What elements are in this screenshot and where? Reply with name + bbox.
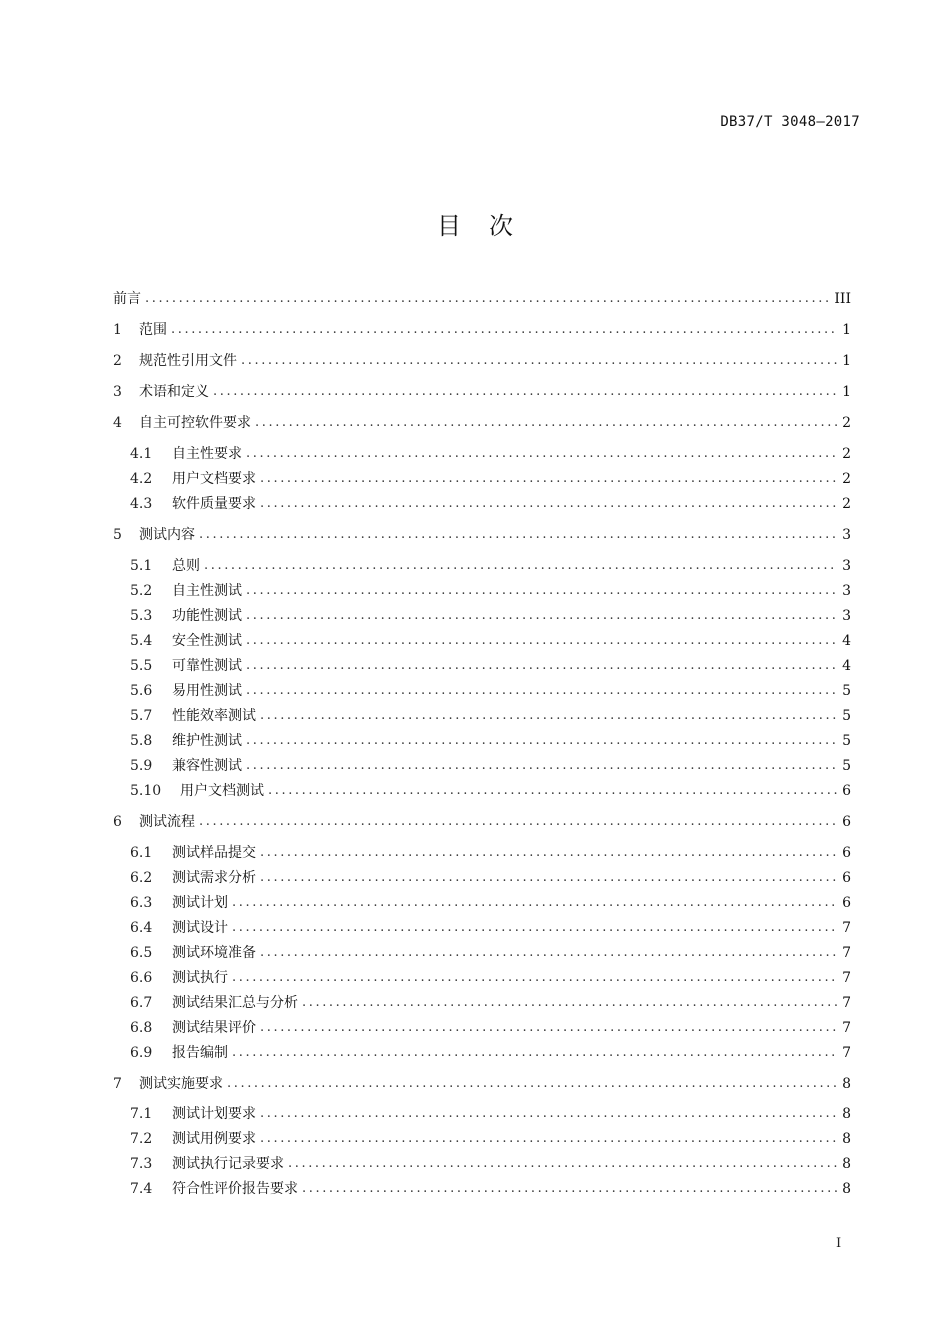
toc-entry-page: III: [834, 291, 851, 307]
toc-entry-page: 1: [842, 353, 851, 369]
toc-entry-label: 功能性测试: [172, 608, 242, 624]
toc-entry-label: 报告编制: [172, 1045, 228, 1061]
toc-dot-leader: [232, 969, 837, 987]
toc-entry[interactable]: [113, 522, 851, 544]
toc-entry-page: 7: [842, 970, 851, 986]
toc-entry-page: 5: [842, 708, 851, 724]
toc-entry-label: 测试环境准备: [172, 945, 256, 961]
toc-entry-number: 5.9: [130, 758, 153, 774]
toc-entry-page: 5: [842, 733, 851, 749]
toc-entry-label: 前言: [113, 291, 141, 307]
toc-entry[interactable]: [130, 1040, 851, 1062]
toc-entry-number: 6.3: [130, 895, 153, 911]
toc-entry-page: 8: [842, 1181, 851, 1197]
toc-entry-number: 3: [113, 384, 122, 400]
toc-entry-label: 可靠性测试: [172, 658, 242, 674]
toc-entry[interactable]: [130, 653, 851, 675]
toc-dot-leader: [232, 1044, 837, 1062]
toc-entry-label: 测试流程: [139, 814, 195, 830]
toc-entry-number: 5.1: [130, 558, 153, 574]
toc-entry-page: 7: [842, 995, 851, 1011]
toc-entry[interactable]: [130, 603, 851, 625]
toc-entry-number: 7.3: [130, 1156, 153, 1172]
toc-entry-page: 3: [842, 608, 851, 624]
toc-dot-leader: [255, 414, 837, 432]
toc-entry[interactable]: [130, 865, 851, 887]
toc-entry[interactable]: [130, 678, 851, 700]
toc-entry-page: 7: [842, 1020, 851, 1036]
toc-entry-label: 测试结果汇总与分析: [172, 995, 298, 1011]
toc-entry[interactable]: [130, 890, 851, 912]
toc-entry-page: 6: [842, 845, 851, 861]
toc-entry-number: 5.8: [130, 733, 153, 749]
toc-entry-label: 测试计划: [172, 895, 228, 911]
toc-entry-label: 测试计划要求: [172, 1106, 256, 1122]
toc-entry-page: 5: [842, 683, 851, 699]
toc-entry-number: 4.1: [130, 446, 153, 462]
page-title: 目次: [437, 212, 541, 240]
toc-entry-number: 4: [113, 415, 122, 431]
toc-entry-label: 术语和定义: [139, 384, 209, 400]
toc-dot-leader: [246, 682, 837, 700]
toc-entry-page: 6: [842, 814, 851, 830]
toc-entry-number: 6.4: [130, 920, 153, 936]
toc-dot-leader: [213, 383, 837, 401]
toc-entry-page: 3: [842, 583, 851, 599]
toc-entry-page: 2: [842, 415, 851, 431]
toc-entry-label: 测试实施要求: [139, 1076, 223, 1092]
toc-entry-number: 6.5: [130, 945, 153, 961]
toc-entry[interactable]: [130, 1126, 851, 1148]
toc-entry[interactable]: [130, 1015, 851, 1037]
toc-entry-number: 5.6: [130, 683, 153, 699]
toc-entry-label: 自主性要求: [172, 446, 242, 462]
page-number: I: [836, 1236, 842, 1251]
toc-entry-page: 4: [842, 658, 851, 674]
toc-dot-leader: [260, 495, 837, 513]
toc-entry-page: 1: [842, 384, 851, 400]
toc-entry[interactable]: [130, 965, 851, 987]
toc-entry-label: 测试用例要求: [172, 1131, 256, 1147]
toc-entry-page: 5: [842, 758, 851, 774]
toc-entry-label: 安全性测试: [172, 633, 242, 649]
toc-entry[interactable]: [130, 703, 851, 725]
toc-entry-page: 3: [842, 558, 851, 574]
toc-entry[interactable]: [113, 348, 851, 370]
toc-dot-leader: [232, 919, 837, 937]
toc-entry-number: 6.1: [130, 845, 153, 861]
toc-dot-leader: [246, 582, 837, 600]
toc-entry[interactable]: [130, 553, 851, 575]
toc-dot-leader: [227, 1075, 837, 1093]
toc-entry-number: 7.2: [130, 1131, 153, 1147]
toc-entry[interactable]: [113, 317, 851, 339]
toc-entry-label: 自主可控软件要求: [139, 415, 251, 431]
toc-entry[interactable]: [130, 840, 851, 862]
toc-entry-label: 用户文档测试: [180, 783, 264, 799]
toc-entry[interactable]: [130, 1151, 851, 1173]
toc-entry-number: 6.2: [130, 870, 153, 886]
toc-entry-number: 6.8: [130, 1020, 153, 1036]
toc-dot-leader: [260, 1019, 837, 1037]
toc-dot-leader: [260, 844, 837, 862]
toc-entry-page: 2: [842, 496, 851, 512]
toc-entry-label: 测试需求分析: [172, 870, 256, 886]
toc-entry-label: 总则: [172, 558, 200, 574]
toc-entry-number: 6.9: [130, 1045, 153, 1061]
toc-entry[interactable]: [113, 1071, 851, 1093]
toc-entry-page: 1: [842, 322, 851, 338]
toc-dot-leader: [199, 813, 837, 831]
toc-dot-leader: [260, 470, 837, 488]
toc-entry-number: 4.2: [130, 471, 153, 487]
toc-entry-number: 1: [113, 322, 122, 338]
toc-entry-label: 测试样品提交: [172, 845, 256, 861]
toc-dot-leader: [268, 782, 837, 800]
toc-dot-leader: [232, 894, 837, 912]
toc-entry-label: 范围: [139, 322, 167, 338]
toc-entry-label: 易用性测试: [172, 683, 242, 699]
toc-entry-page: 8: [842, 1106, 851, 1122]
toc-entry-label: 测试结果评价: [172, 1020, 256, 1036]
toc-dot-leader: [260, 869, 837, 887]
toc-entry-page: 7: [842, 1045, 851, 1061]
toc-entry[interactable]: [130, 628, 851, 650]
toc-entry-number: 6.6: [130, 970, 153, 986]
toc-entry[interactable]: [113, 809, 851, 831]
toc-entry-label: 规范性引用文件: [139, 353, 237, 369]
toc-entry-page: 6: [842, 870, 851, 886]
toc-entry[interactable]: [130, 491, 851, 513]
toc-dot-leader: [246, 445, 837, 463]
toc-entry[interactable]: [113, 410, 851, 432]
toc-dot-leader: [171, 321, 837, 339]
toc-entry-label: 软件质量要求: [172, 496, 256, 512]
toc-entry-page: 7: [842, 920, 851, 936]
toc-entry-page: 2: [842, 446, 851, 462]
toc-entry-number: 5.2: [130, 583, 153, 599]
toc-entry-label: 测试执行: [172, 970, 228, 986]
toc-dot-leader: [145, 290, 830, 308]
toc-entry-label: 符合性评价报告要求: [172, 1181, 298, 1197]
toc-entry-page: 6: [842, 783, 851, 799]
toc-entry-number: 5.3: [130, 608, 153, 624]
toc-entry[interactable]: [130, 1101, 851, 1123]
toc-entry-number: 5.5: [130, 658, 153, 674]
toc-dot-leader: [241, 352, 837, 370]
toc-entry-number: 5: [113, 527, 122, 543]
toc-entry[interactable]: [130, 728, 851, 750]
toc-entry-number: 5.7: [130, 708, 153, 724]
toc-dot-leader: [260, 1105, 837, 1123]
toc-entry[interactable]: [130, 466, 851, 488]
toc-dot-leader: [260, 1130, 837, 1148]
toc-entry-page: 8: [842, 1076, 851, 1092]
toc-dot-leader: [288, 1155, 837, 1173]
toc-dot-leader: [246, 657, 837, 675]
toc-dot-leader: [302, 994, 837, 1012]
toc-entry[interactable]: [130, 578, 851, 600]
toc-entry[interactable]: [130, 778, 851, 800]
toc-dot-leader: [302, 1180, 837, 1198]
toc-entry-page: 7: [842, 945, 851, 961]
toc-entry-number: 7.1: [130, 1106, 153, 1122]
toc-dot-leader: [199, 526, 837, 544]
toc-entry-number: 2: [113, 353, 122, 369]
toc-entry-page: 6: [842, 895, 851, 911]
toc-entry-label: 测试设计: [172, 920, 228, 936]
toc-dot-leader: [260, 944, 837, 962]
toc-entry-number: 5.10: [130, 783, 162, 799]
toc-dot-leader: [260, 707, 837, 725]
toc-entry[interactable]: [130, 940, 851, 962]
toc-entry-label: 测试执行记录要求: [172, 1156, 284, 1172]
toc-dot-leader: [246, 732, 837, 750]
toc-entry[interactable]: [130, 441, 851, 463]
toc-dot-leader: [246, 757, 837, 775]
toc-entry[interactable]: [113, 286, 851, 308]
toc-entry-label: 维护性测试: [172, 733, 242, 749]
toc-entry-label: 自主性测试: [172, 583, 242, 599]
toc-entry-page: 2: [842, 471, 851, 487]
toc-entry-page: 3: [842, 527, 851, 543]
toc-entry-number: 7: [113, 1076, 122, 1092]
toc-entry-number: 6.7: [130, 995, 153, 1011]
toc-entry-page: 8: [842, 1131, 851, 1147]
toc-entry-label: 测试内容: [139, 527, 195, 543]
toc-entry-number: 7.4: [130, 1181, 153, 1197]
toc-entry[interactable]: [113, 379, 851, 401]
toc-dot-leader: [246, 607, 837, 625]
toc-entry[interactable]: [130, 753, 851, 775]
toc-dot-leader: [246, 632, 837, 650]
toc-entry-number: 4.3: [130, 496, 153, 512]
toc-entry[interactable]: [130, 1176, 851, 1198]
toc-dot-leader: [204, 557, 837, 575]
toc-entry-page: 4: [842, 633, 851, 649]
toc-entry[interactable]: [130, 915, 851, 937]
toc-entry-label: 性能效率测试: [172, 708, 256, 724]
document-code: DB37/T 3048—2017: [720, 114, 860, 130]
toc-entry-label: 用户文档要求: [172, 471, 256, 487]
toc-entry-number: 6: [113, 814, 122, 830]
toc-entry-label: 兼容性测试: [172, 758, 242, 774]
toc-entry-number: 5.4: [130, 633, 153, 649]
toc-entry[interactable]: [130, 990, 851, 1012]
toc-entry-page: 8: [842, 1156, 851, 1172]
